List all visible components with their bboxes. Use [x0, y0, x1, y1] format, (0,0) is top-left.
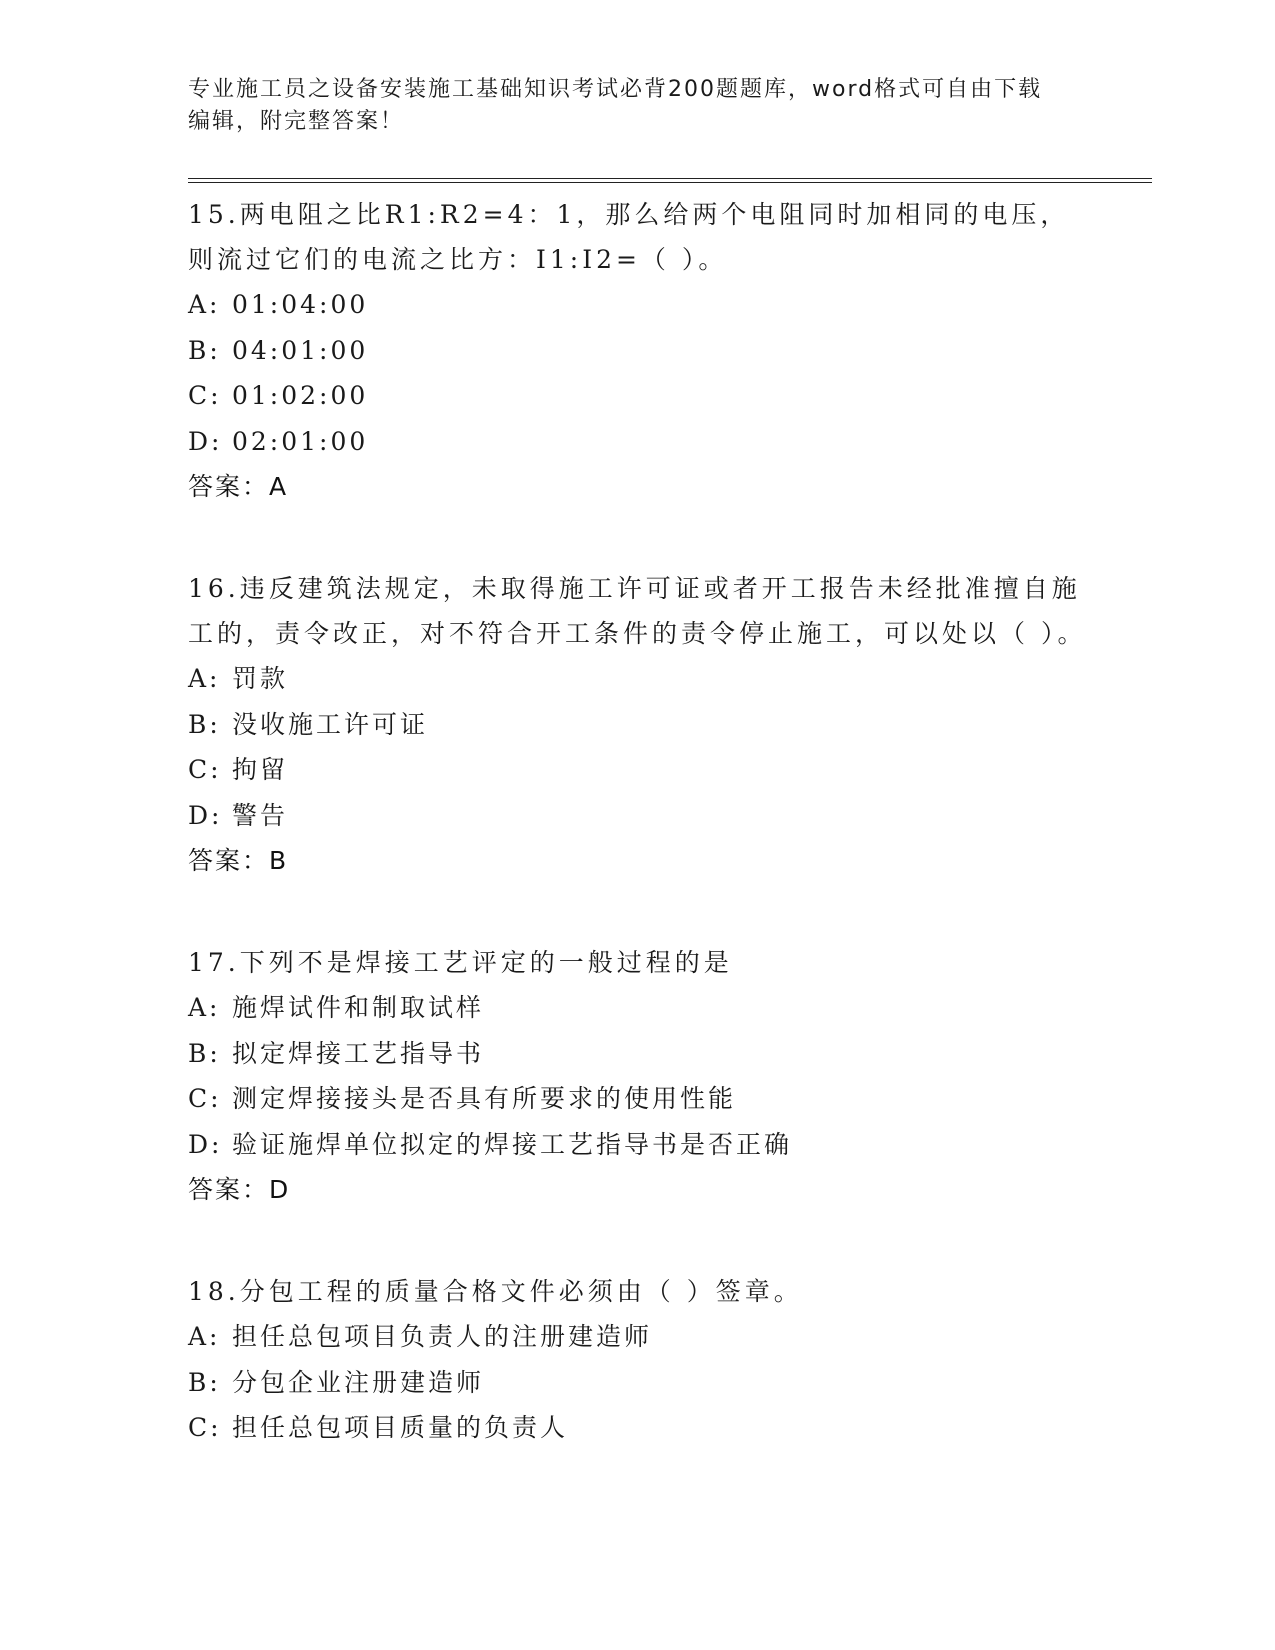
question-stem: 17.下列不是焊接工艺评定的一般过程的是: [188, 948, 733, 977]
header-line-2: 编辑，附完整答案！: [188, 109, 405, 134]
option-letter: A:: [188, 993, 221, 1022]
option-text: 验证施焊单位拟定的焊接工艺指导书是否正确: [232, 1129, 793, 1159]
option-a: [188, 985, 1088, 1031]
answer-label: 答案：B: [188, 846, 289, 875]
option-a: [188, 656, 1088, 702]
question-16: [188, 566, 1088, 884]
option-b: [188, 328, 1088, 374]
option-text: 02:01:00: [232, 426, 369, 456]
option-d: [188, 793, 1088, 839]
option-text: 施焊试件和制取试样: [232, 993, 485, 1022]
option-text: 没收施工许可证: [232, 709, 429, 739]
option-text: 拘留: [232, 755, 289, 784]
option-text: 罚款: [232, 664, 289, 693]
option-letter: A:: [188, 290, 221, 319]
option-b: [188, 1031, 1088, 1077]
option-text: 拟定焊接工艺指导书: [232, 1038, 485, 1068]
option-text: 测定焊接接头是否具有所要求的使用性能: [232, 1084, 737, 1113]
option-letter: C:: [188, 381, 222, 410]
option-letter: C:: [188, 1084, 222, 1113]
option-d: [188, 419, 1088, 465]
option-text: 01:02:00: [232, 381, 369, 410]
option-text: 01:04:00: [232, 290, 369, 319]
question-stem: 15.两电阻之比R1:R2=4：1，那么给两个电阻同时加相同的电压，则流过它们的电流之比方：I1:I2=（ ）。: [188, 200, 1070, 274]
option-letter: C:: [188, 1413, 222, 1442]
option-letter: D:: [188, 1129, 223, 1159]
header-line-1: 专业施工员之设备安装施工基础知识考试必背200题题库，word格式可自由下载: [188, 77, 1043, 102]
option-letter: A:: [188, 1322, 221, 1351]
option-d: [188, 1122, 1088, 1168]
option-letter: B:: [188, 335, 221, 365]
option-c: [188, 1405, 1088, 1451]
answer-label: 答案：D: [188, 1175, 291, 1204]
question-stem: 16.违反建筑法规定，未取得施工许可证或者开工报告未经批准擅自施工的，责令改正，对不符合开工条件的责令停止施工，可以处以（ ）。: [188, 574, 1087, 648]
answer-label: 答案：A: [188, 472, 289, 501]
question-stem: 18.分包工程的质量合格文件必须由（ ）签章。: [188, 1277, 803, 1306]
option-letter: B:: [188, 709, 221, 739]
option-letter: D:: [188, 800, 223, 830]
option-b: [188, 702, 1088, 748]
page-header: [188, 74, 1088, 138]
question-17: [188, 940, 1088, 1213]
option-letter: A:: [188, 664, 221, 693]
question-list: [188, 192, 1088, 1507]
option-letter: B:: [188, 1038, 221, 1068]
option-a: [188, 1314, 1088, 1360]
option-text: 担任总包项目质量的负责人: [232, 1413, 569, 1442]
option-text: 分包企业注册建造师: [232, 1367, 485, 1397]
option-c: [188, 373, 1088, 419]
option-text: 警告: [232, 800, 289, 830]
option-text: 04:01:00: [232, 335, 369, 365]
option-letter: D:: [188, 426, 223, 456]
option-text: 担任总包项目负责人的注册建造师: [232, 1322, 653, 1351]
question-18: [188, 1269, 1088, 1451]
header-divider: [188, 178, 1152, 183]
option-letter: C:: [188, 755, 222, 784]
option-c: [188, 1076, 1088, 1122]
option-a: [188, 282, 1088, 328]
question-15: [188, 192, 1088, 510]
option-b: [188, 1360, 1088, 1406]
option-c: [188, 747, 1088, 793]
option-letter: B:: [188, 1367, 221, 1397]
